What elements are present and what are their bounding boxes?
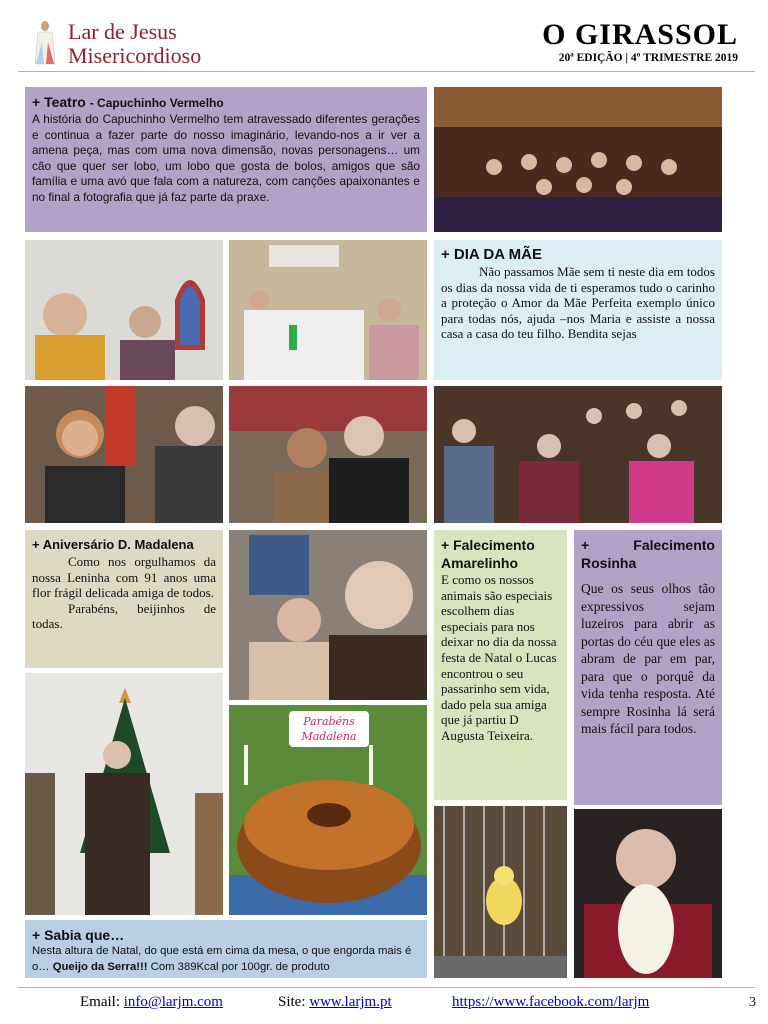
photo-theater-audience (434, 87, 722, 232)
page-number: 3 (749, 995, 756, 1010)
sabia-body-pre: Nesta altura de Natal, do que está em cima da mesa, o que engorda mais é o… (32, 945, 412, 973)
newsletter-title: O GIRASSOL (542, 18, 738, 51)
photo-rosinha-portrait (574, 809, 722, 978)
teatro-section (25, 87, 427, 232)
rosinha-heading-word2: Rosinha (581, 555, 637, 571)
aniversario-section (25, 530, 223, 668)
footer-email-link[interactable]: info@larjm.com (123, 994, 223, 1010)
sabia-body-post: Com 389Kcal por 100gr. de produto (150, 960, 330, 973)
amarelinho-heading: + Falecimento Amarelinho (441, 537, 535, 571)
aniversario-body-1: Como nos orgulhamos da nossa Leninha com 91 anos uma flor frágil delicada amiga de todos. (32, 554, 216, 600)
teatro-heading (32, 93, 420, 112)
photo-christmas-tree-madalena (25, 673, 223, 915)
dia-mae-section (434, 240, 722, 380)
aniversario-heading: + Aniversário D. Madalena (32, 537, 194, 552)
org-name-line2: Misericordioso (68, 43, 202, 68)
footer-site-label: Site: (278, 994, 306, 1010)
cake-sign (289, 711, 369, 747)
photo-canary-cage (434, 806, 567, 978)
photo-seniors-in-pews (434, 386, 722, 523)
rosinha-heading-word1: Falecimento (633, 537, 715, 553)
dia-mae-heading: + DIA DA MÃE (441, 246, 542, 263)
footer-site (278, 994, 392, 1011)
photo-church-seniors (25, 240, 223, 380)
organization-name (68, 20, 201, 68)
sabia-que-section (25, 920, 427, 978)
photo-birthday-cake (229, 705, 427, 915)
sabia-heading: + Sabia que… (32, 927, 125, 943)
footer-email (80, 994, 223, 1011)
rosinha-section (574, 530, 722, 805)
footer-divider (18, 987, 755, 988)
footer-facebook (452, 994, 649, 1011)
photo-madalena-closeup (229, 530, 427, 700)
logo-jesus-figure (30, 18, 60, 68)
rosinha-heading-plus: + (581, 537, 590, 553)
teatro-subheading: - Capuchinho Vermelho (89, 96, 224, 110)
footer-facebook-link[interactable]: https://www.facebook.com/larjm (452, 994, 650, 1010)
footer-email-label: Email: (80, 994, 120, 1010)
aniversario-body-2: Parabéns, beijinhos de todas. (32, 600, 216, 631)
org-name-line1: Lar de Jesus (68, 19, 177, 44)
sabia-body-bold: Queijo da Serra!!! (52, 960, 148, 973)
photo-two-women-smiling (229, 386, 427, 523)
sabia-body (32, 944, 420, 975)
rosinha-heading (581, 536, 715, 554)
header-divider (18, 71, 755, 72)
amarelinho-body: E como os nossos animais são especiais escolhem dias especiais para nos deixar no dia da nossa festa de Natal o Lucas encontrou o seu passarinho sem vida, dado pela sua amiga que já partiu D Augusta Teixeira. (441, 572, 557, 743)
dia-mae-body: Não passamos Mãe sem ti neste dia em todos os dias da nossa vida de ti esperamos tudo o carinho a proteção o Amor da Mãe Perfeita exemplo único para todas nós, ajuda –nos Maria e assiste a nossa casa a casa do teu filho. Bendita sejas (441, 264, 715, 341)
photo-dining-table (229, 240, 427, 380)
amarelinho-section (434, 530, 567, 800)
teatro-heading-text: + Teatro (32, 94, 86, 110)
rosinha-body: Que os seus olhos tão expressivos sejam luzeiros para abrir as portas do céu que eles as abram de par em par, para que o porquê da vida tenha resposta. Até sempre Rosinha lá será mais fácil para todos. (581, 581, 715, 736)
photo-seniors-glasses (25, 386, 223, 523)
cake-sign-line2: Madalena (301, 730, 357, 743)
footer-site-link[interactable]: www.larjm.pt (309, 994, 392, 1010)
cake-sign-line1: Parabéns (303, 715, 355, 728)
newsletter-edition: 20ª EDIÇÃO | 4º TRIMESTRE 2019 (558, 52, 738, 64)
teatro-body: A história do Capuchinho Vermelho tem atravessado diferentes gerações e continua a fazer parte do nosso imaginário, levando-nos a ir ver a amena peça, mas com uma nova dimensão, novas personagens… um cão que quer ser lobo, um lobo que gosta de bolos, amigos que são família e uma avó que fala com a natureza, com canções apaixonantes e no final a fotografia que já faz parte da praxe. (32, 112, 420, 204)
